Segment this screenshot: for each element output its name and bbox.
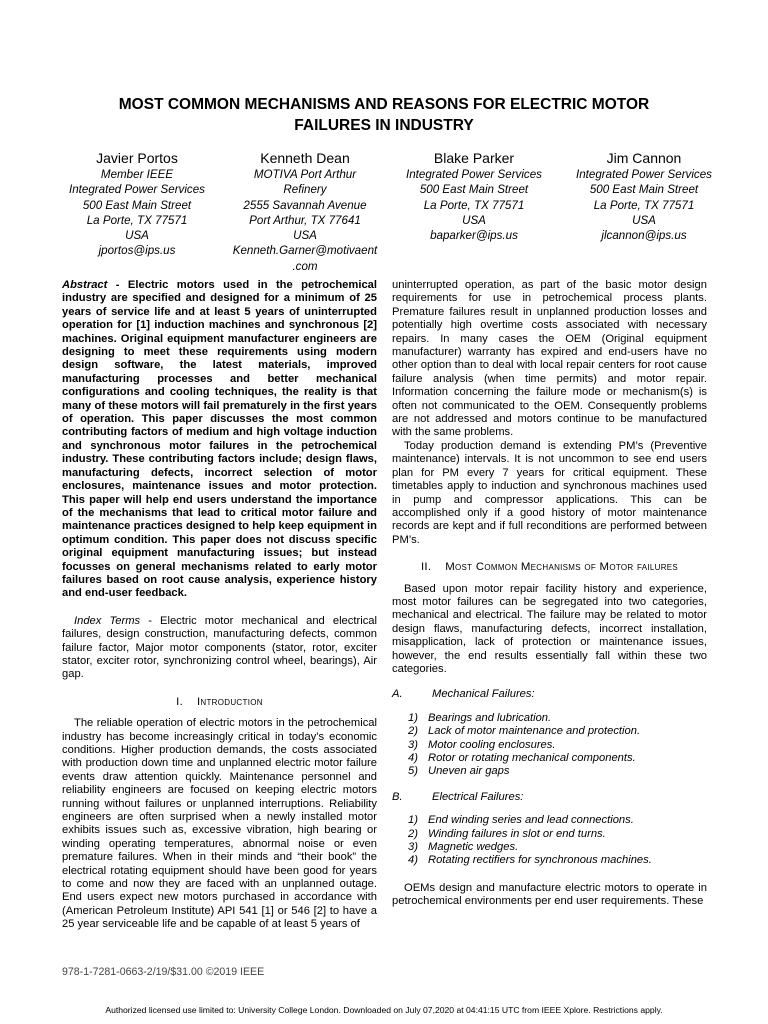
list-item-number: 2) [408,827,418,840]
author-affiliation-line: MOTIVA Port Arthur [253,168,357,181]
abstract-text: - Electric motors used in the petrochemical industry are specified and designed for a minimum of 25 years of service life and at least 5 years of uninterrupted operation for [1] induction machines and synchronous [2] machines. Original equipment manufacturer engineers are designing to meet these requirements using modern design software, the latest materials, improved manufacturing processes and better mechanical configurations and cooling techniques, the reality is that many of these motors will fail prematurely in the first years of operation. This paper discusses the most common contributing factors of medium and high voltage induction and synchronous motor failures in the petrochemical industry. These contributing factors include; design flaws, manufacturing defects, incorrect selection of motor enclosures, maintenance issues and motor protection. This paper will help end users understand the importance of the mechanisms that lead to critical motor failure and maintenance practices designed to help keep equipment in optimum condition. This paper does not discuss specific original equipment manufacturing issues; but instead focusses on general mechanisms related to early motor failures based on root cause analysis, experience history and end-user feedback. [62,279,377,600]
subsection-title: Electrical Failures: [432,790,524,803]
body-paragraph: uninterrupted operation, as part of the basic motor design requirements for use in petrochemical process plants. Premature failures result in unplanned production losses and potentially high overtime costs associated with necessary repairs. In many cases the OEM (Original equipment manufacturer) warranty has expired and end-users have no other option than to deal with local repair centers for root cause failure analysis (when time permits) and motor repair. Information concerning the failure mode or mechanism(s) is often not communicated to the OEM. Consequently problems are not addressed and motors continue to be manufactured with the same problems. [392,279,707,439]
abstract-label: Abstract [62,279,108,291]
author-affiliation-line: Refinery [283,183,327,197]
author-affiliation-line: Integrated Power Services [69,183,205,197]
author-affiliation-line: Integrated Power Services [576,168,712,181]
paper-title-line-1: MOST COMMON MECHANISMS AND REASONS FOR ELECTRIC MOTOR [118,96,650,113]
copyright-notice: 978-1-7281-0663-2/19/$31.00 ©2019 IEEE [62,966,265,978]
list-item [408,814,707,827]
list-item-number: 1) [408,711,418,724]
author-block [559,149,729,243]
author-affiliation-line: jportos@ips.us [98,244,176,258]
section-title: Introduction [196,695,263,708]
subsection-heading-electrical [392,791,707,804]
author-affiliation-line: jlcannon@ips.us [601,229,687,243]
list-item-text: Uneven air gaps [428,765,510,778]
author-affiliation-line: Integrated Power Services [406,168,542,181]
section-title: Most Common Mechanisms of Motor failures [445,561,679,574]
author-affiliation-line: La Porte, TX 77571 [86,213,188,227]
list-item [408,739,707,752]
right-column [392,279,707,909]
author-affiliation-line: Kenneth.Garner@motivaent [232,244,378,258]
author-affiliation-line: La Porte, TX 77571 [593,198,695,212]
list-item-number: 4) [408,752,418,764]
author-block [52,149,222,259]
index-terms-label: Index Terms [74,614,141,627]
list-item [408,752,707,765]
list-item-number: 5) [408,765,418,778]
author-affiliation-line: .com [292,259,318,273]
author-affiliation-line: 500 East Main Street [419,183,529,197]
author-affiliation-line: 500 East Main Street [589,183,699,197]
list-item-number: 2) [408,725,418,738]
introduction-paragraph: The reliable operation of electric motors in the petrochemical industry has become increasingly critical in today’s economic conditions. Higher production demands, the costs associated with production down time and unplanned electric motor failure events draw attention quickly. Maintenance personnel and reliability engineers are focused on keeping electric motors running without failures or unplanned interruptions. Reliability engineers are often surprised when a newly installed motor exhibits issues such as, excessive vibration, high bearing or winding operating temperatures, abnormal noise or even premature failures. When in their minds and “their book” the electrical rotating equipment should have been good for years to come and now they are faced with an unplanned outage. End users expect new motors purchased in accordance with (American Petroleum Institute) API 541 [1] or 546 [2] to have a 25 year serviceable life and be capable of at least 5 years of [62,717,377,931]
author-name: Jim Cannon [606,150,682,166]
subsection-title: Mechanical Failures: [432,688,535,701]
list-item [408,854,707,867]
author-affiliation-line: USA [632,213,656,227]
author-affiliation-line: USA [293,229,317,243]
section-heading-mechanisms [392,561,707,574]
section-number: I. [176,695,184,708]
index-terms-paragraph [62,615,377,682]
author-affiliation-line: Member IEEE [100,168,174,181]
abstract-paragraph [62,279,377,601]
list-item [408,828,707,841]
list-item [408,725,707,738]
author-name: Blake Parker [433,150,515,166]
paper-title [40,94,728,136]
index-terms-text: - Electric motor mechanical and electrical failures, design construction, manufacturing defects, common failure factor, Major motor components (stator, rotor, exciter stator, exciter rotor, synchronizing control wheel, bearings), Air gap. [62,614,377,681]
list-item-number: 3) [408,841,418,854]
author-affiliation-line: Port Arthur, TX 77641 [249,213,361,227]
author-block [389,149,559,243]
mechanical-failures-list [408,712,707,779]
section-heading-introduction [62,696,377,709]
body-paragraph: Based upon motor repair facility history and experience, most motor failures can be segregated into two categories, mechanical and electrical. The failure may be related to motor design flaws, manufacturing defects, incorrect installation, misapplication, lack of protection or maintenance issues, however, the end results essentially fall within these two categories. [392,582,707,675]
author-affiliation-line: baparker@ips.us [430,229,518,243]
author-affiliation-line: La Porte, TX 77571 [423,198,525,212]
subsection-number: A. [392,688,403,701]
list-item-text: Lack of motor maintenance and protection. [428,725,641,738]
author-block [220,149,390,274]
paper-title-line-2: FAILURES IN INDUSTRY [294,117,474,134]
body-paragraph: OEMs design and manufacture electric motors to operate in petrochemical environments per end user requirements. These [392,881,707,908]
list-item-number: 4) [408,854,418,867]
list-item-text: Magnetic wedges. [428,841,519,854]
list-item-text: Rotating rectifiers for synchronous machines. [428,854,652,867]
author-name: Kenneth Dean [260,150,350,166]
list-item [408,765,707,778]
author-affiliation-line: 2555 Savannah Avenue [243,198,367,212]
list-item-number: 1) [408,814,418,827]
left-column [62,279,377,932]
author-affiliation-line: 500 East Main Street [82,198,192,212]
author-affiliation-line: USA [462,213,486,227]
list-item-text: Rotor or rotating mechanical components. [428,752,636,764]
subsection-number: B. [392,790,403,803]
electrical-failures-list [408,814,707,868]
list-item-text: Bearings and lubrication. [428,711,552,724]
author-affiliation-line: USA [125,229,149,243]
list-item-number: 3) [408,738,418,751]
list-item-text: Motor cooling enclosures. [428,738,556,751]
license-notice: Authorized licensed use limited to: University College London. Downloaded on July 07,2020 at 04:41:15 UTC from IEEE Xplore. Restrictions apply. [105,1005,663,1015]
body-paragraph: Today production demand is extending PM’s (Preventive maintenance) intervals. It is not uncommon to see end users plan for PM every 7 years for critical equipment. These timetables apply to induction and synchronous machines used in pump and compressor applications. This can be accomplished only if a good history of motor maintenance records are kept and if full reconditions are performed between PM’s. [392,439,707,546]
subsection-heading-mechanical [392,688,707,701]
section-number: II. [420,561,432,574]
list-item [408,841,707,854]
list-item-text: Winding failures in slot or end turns. [428,827,606,840]
author-name: Javier Portos [96,150,178,166]
list-item [408,712,707,725]
list-item-text: End winding series and lead connections. [428,814,634,827]
